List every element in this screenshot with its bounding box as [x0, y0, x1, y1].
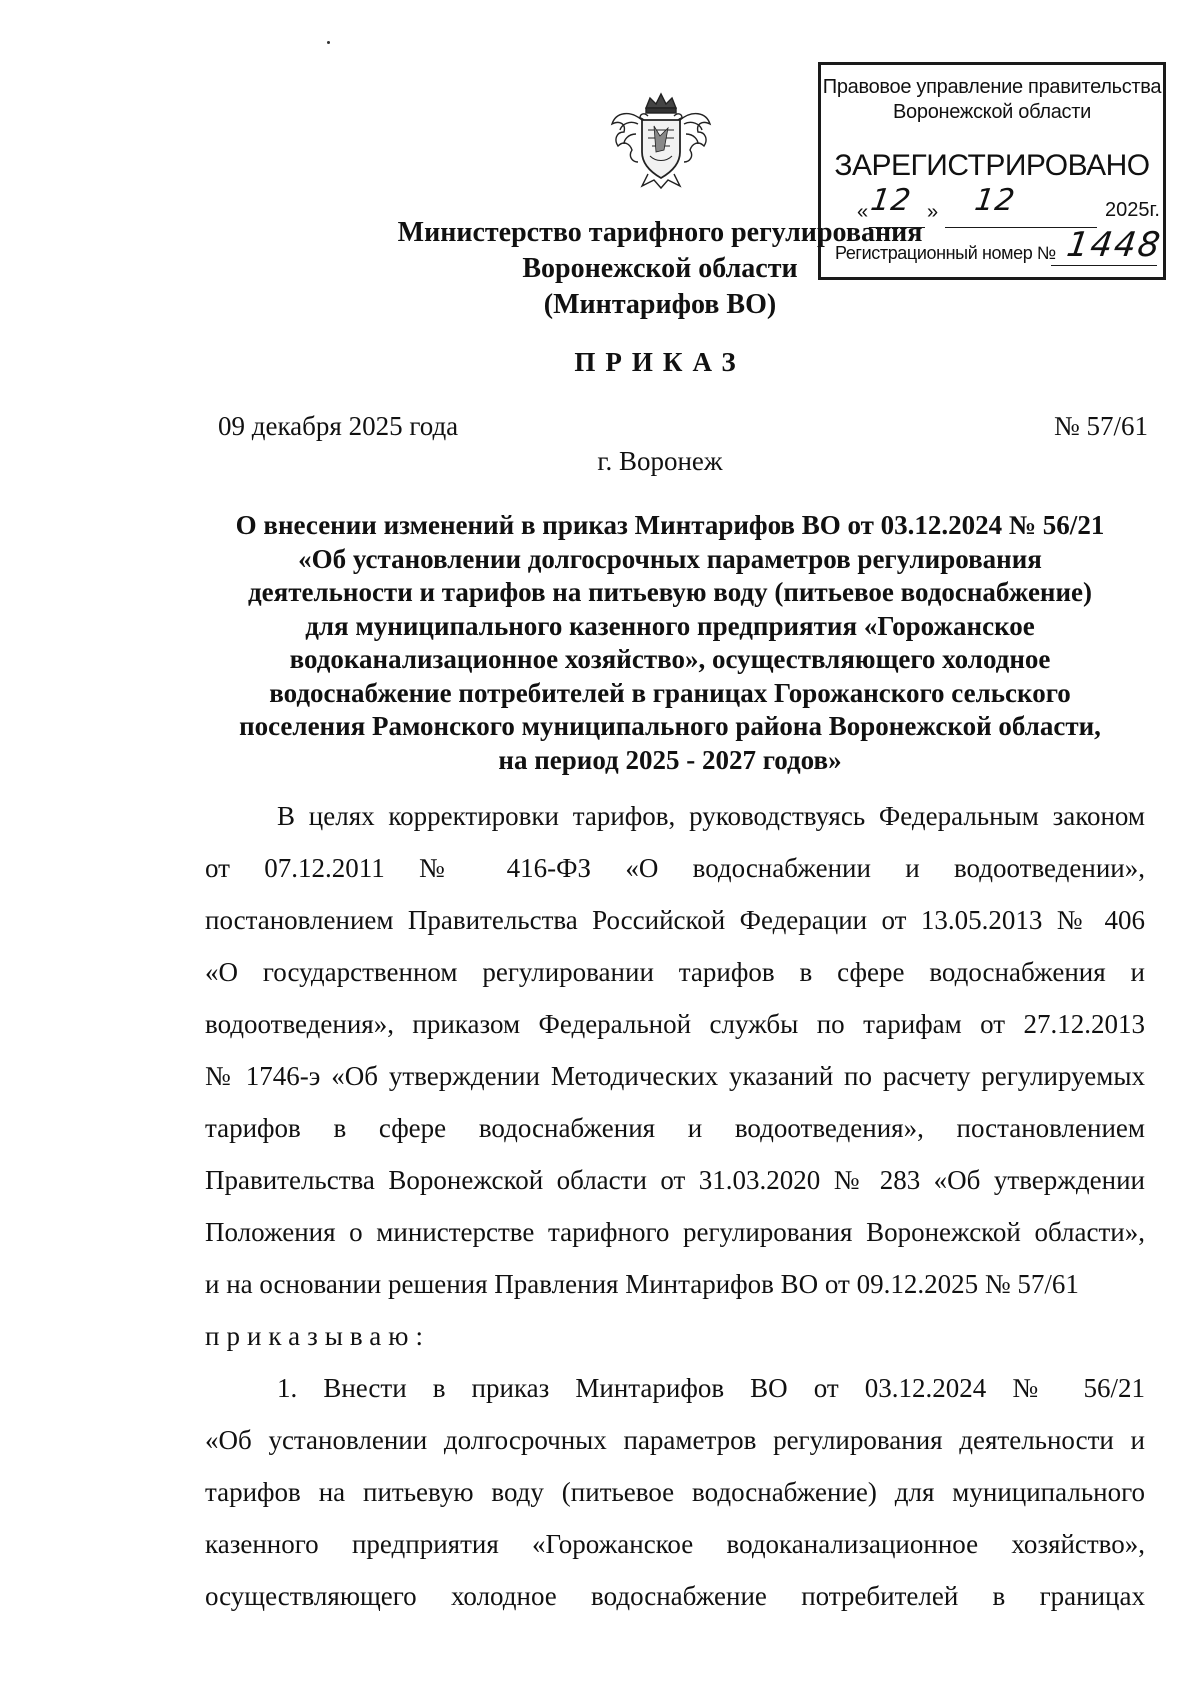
body-line: 1. Внести в приказ Минтарифов ВО от 03.12.2024 № 56/21	[277, 1373, 1145, 1403]
stamp-reg-label: Регистрационный номер №	[835, 243, 1056, 263]
document-city: г. Воронеж	[597, 446, 723, 476]
stamp-org-line: Правовое управление правительства	[822, 76, 1162, 98]
body-line: постановлением Правительства Российской Федерации от 13.05.2013 № 406	[205, 905, 1145, 935]
stamp-day-handwritten: 12	[868, 183, 914, 218]
document-title	[190, 509, 1150, 777]
body-line: «Об установлении долгосрочных параметров регулирования деятельности и	[205, 1425, 1145, 1455]
stamp-org-line: Воронежской области	[893, 101, 1091, 123]
body-line: казенного предприятия «Горожанское водоканализационное хозяйство»,	[205, 1529, 1145, 1559]
body-line: от 07.12.2011 № 416-ФЗ «О водоснабжении и водоотведении»,	[205, 853, 1145, 883]
document-number: № 57/61	[1053, 411, 1148, 441]
document-date: 09 декабря 2025 года	[218, 411, 459, 441]
stamp-year: 2025г.	[1105, 199, 1160, 221]
body-line: Правительства Воронежской области от 31.03.2020 № 283 «Об утверждении	[205, 1165, 1145, 1195]
body-line: и на основании решения Правления Минтарифов ВО от 09.12.2025 № 57/61	[205, 1269, 1079, 1299]
stamp-close-quote: »	[927, 201, 939, 223]
coat-of-arms-emblem	[608, 90, 714, 190]
title-line: водоснабжение потребителей в границах Горожанского сельского	[269, 677, 1071, 708]
body-line: «О государственном регулировании тарифов в сфере водоснабжения и	[205, 957, 1145, 987]
ministry-name-line: Министерство тарифного регулирования	[397, 217, 923, 248]
scan-speck	[327, 41, 330, 44]
body-line: водоотведения», приказом Федеральной службы по тарифам от 27.12.2013	[205, 1009, 1145, 1039]
document-type-heading: ПРИКАЗ	[574, 347, 746, 377]
title-line: для муниципального казенного предприятия «Горожанское	[305, 610, 1035, 641]
title-line: деятельности и тарифов на питьевую воду (питьевое водоснабжение)	[247, 577, 1093, 607]
stamp-month-handwritten: 12	[972, 183, 1018, 218]
title-line: водоканализационное хозяйство», осуществляющего холодное	[289, 644, 1051, 674]
title-line: О внесении изменений в приказ Минтарифов ВО от 03.12.2024 № 56/21	[235, 510, 1105, 540]
body-line: осуществляющего холодное водоснабжение потребителей в границах	[205, 1581, 1145, 1611]
stamp-organization	[821, 75, 1163, 125]
body-line-order-word: приказываю:	[205, 1321, 430, 1351]
body-line: Положения о министерстве тарифного регулирования Воронежской области»,	[205, 1217, 1145, 1247]
ministry-abbrev-line: (Минтарифов ВО)	[543, 289, 777, 320]
title-line: «Об установлении долгосрочных параметров регулирования	[298, 543, 1042, 574]
body-line: тарифов в сфере водоснабжения и водоотведения», постановлением	[205, 1113, 1145, 1143]
stamp-reg-number-handwritten: 1448	[1064, 225, 1165, 265]
stamp-reg-line	[1051, 265, 1157, 266]
title-line: на период 2025 - 2027 годов»	[498, 744, 842, 775]
stamp-open-quote: «	[857, 201, 869, 223]
ministry-region-line: Воронежской области	[522, 253, 798, 284]
stamp-status: ЗАРЕГИСТРИРОВАНО	[834, 149, 1150, 182]
body-line: В целях корректировки тарифов, руководствуясь Федеральным законом	[277, 801, 1145, 831]
body-line: № 1746-э «Об утверждении Методических указаний по расчету регулируемых	[205, 1061, 1145, 1091]
body-line: тарифов на питьевую воду (питьевое водоснабжение) для муниципального	[205, 1477, 1145, 1507]
title-line: поселения Рамонского муниципального района Воронежской области,	[239, 711, 1101, 741]
